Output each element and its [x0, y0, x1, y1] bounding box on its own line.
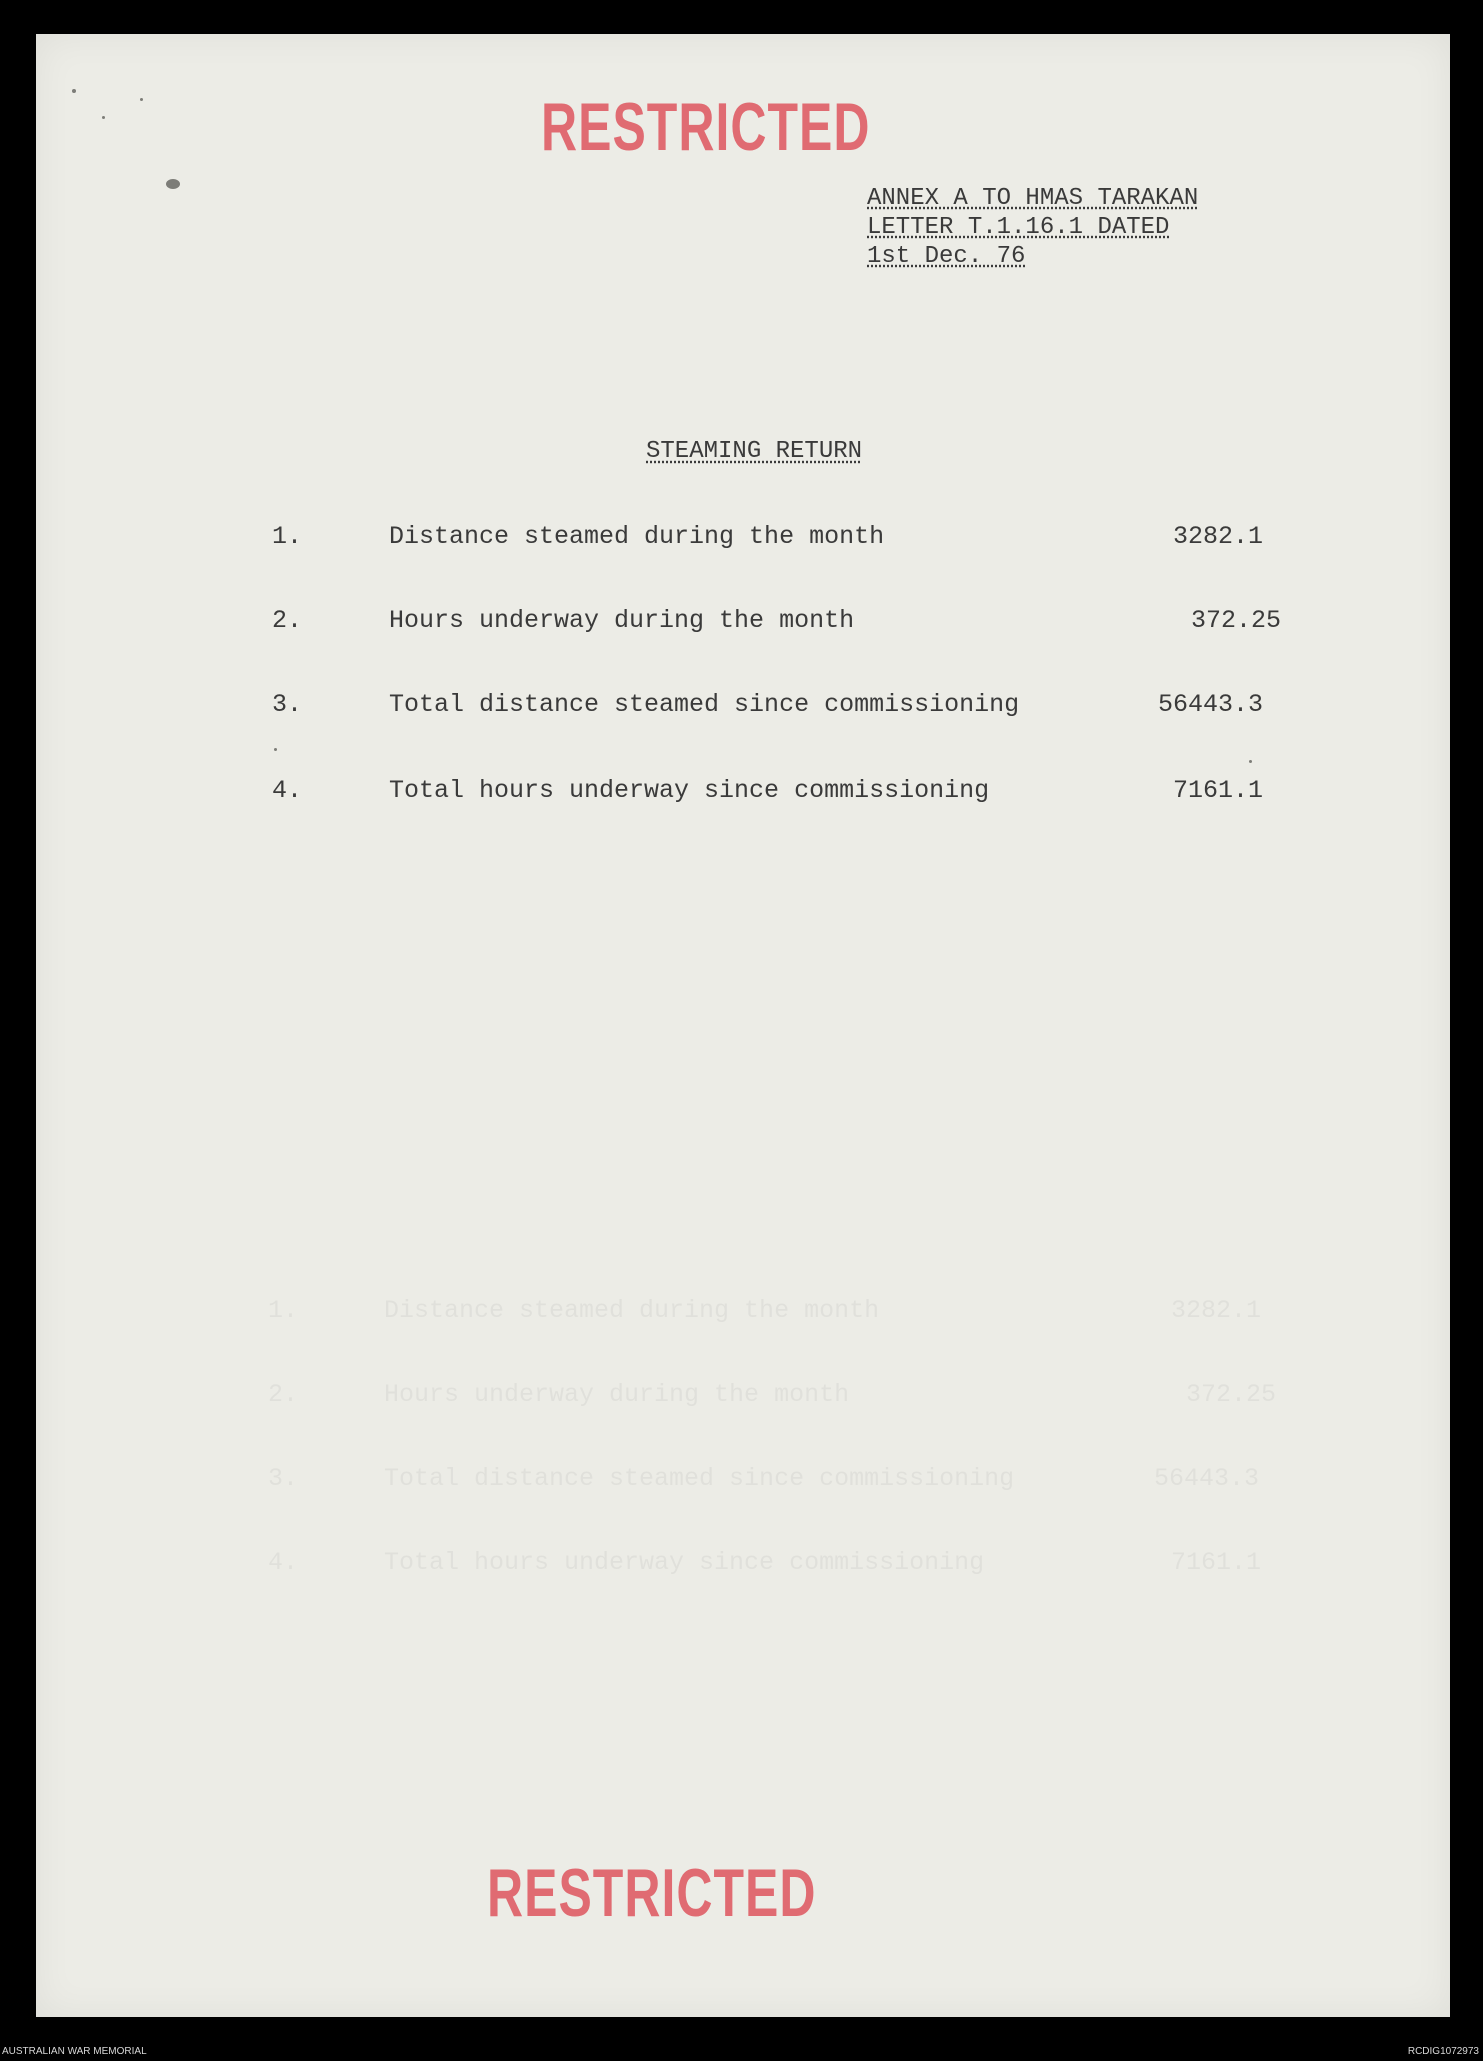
- footer-item-id: RCDIG1072973: [1407, 2046, 1479, 2057]
- annex-line-3: 1st Dec. 76: [867, 243, 1026, 270]
- paper-mark: [72, 89, 76, 93]
- footer-archive-name: AUSTRALIAN WAR MEMORIAL: [2, 2046, 147, 2057]
- item-value: 7161.1: [1173, 776, 1264, 805]
- item-label: Total distance steamed since commissioning: [389, 690, 1020, 719]
- item-label: Total hours underway since commissioning: [389, 776, 990, 805]
- item-number: 2.: [272, 606, 303, 635]
- item-number: 1.: [272, 522, 303, 551]
- paper-mark: [274, 748, 277, 751]
- paper-mark: [140, 98, 143, 101]
- item-value: 56443.3: [1158, 690, 1264, 719]
- return-item: [36, 522, 1450, 562]
- paper-mark: [1249, 760, 1252, 763]
- item-value: 372.25: [1191, 606, 1282, 635]
- restricted-stamp-top: RESTRICTED: [541, 89, 871, 165]
- paper-mark: [102, 116, 105, 119]
- annex-reference: [867, 184, 1198, 271]
- document-page: RESTRICTED ANNEX A TO HMAS TARAKAN LETTER T.1.16.1 DATED 1st Dec. 76 STEAMING RETURN 1. Distance steamed during the month 3282.1 2. Hours underway during the month 372.25 3. Total distance steamed since commissioning 56443.3 4. Total hours underway since commissioning 7161.1 1. Distance steamed during the month 3282.1 2. Hours underway during the month 372.25 3. Total distance steamed since commissioning 56443.3 4. Total hours underway since commissioning 7161.1 RESTRICTED: [36, 34, 1450, 2017]
- item-label: Hours underway during the month: [389, 606, 855, 635]
- item-number: 3.: [272, 690, 303, 719]
- return-item: [36, 690, 1450, 730]
- item-label: Distance steamed during the month: [389, 522, 885, 551]
- item-value: 3282.1: [1173, 522, 1264, 551]
- annex-line-1: ANNEX A TO HMAS TARAKAN: [867, 185, 1199, 212]
- item-number: 4.: [272, 776, 303, 805]
- return-item: [36, 776, 1450, 816]
- document-heading: STEAMING RETURN: [646, 438, 863, 465]
- return-item: [36, 606, 1450, 646]
- annex-line-2: LETTER T.1.16.1 DATED: [867, 214, 1170, 241]
- paper-mark: [166, 179, 180, 189]
- restricted-stamp-bottom: RESTRICTED: [487, 1855, 817, 1931]
